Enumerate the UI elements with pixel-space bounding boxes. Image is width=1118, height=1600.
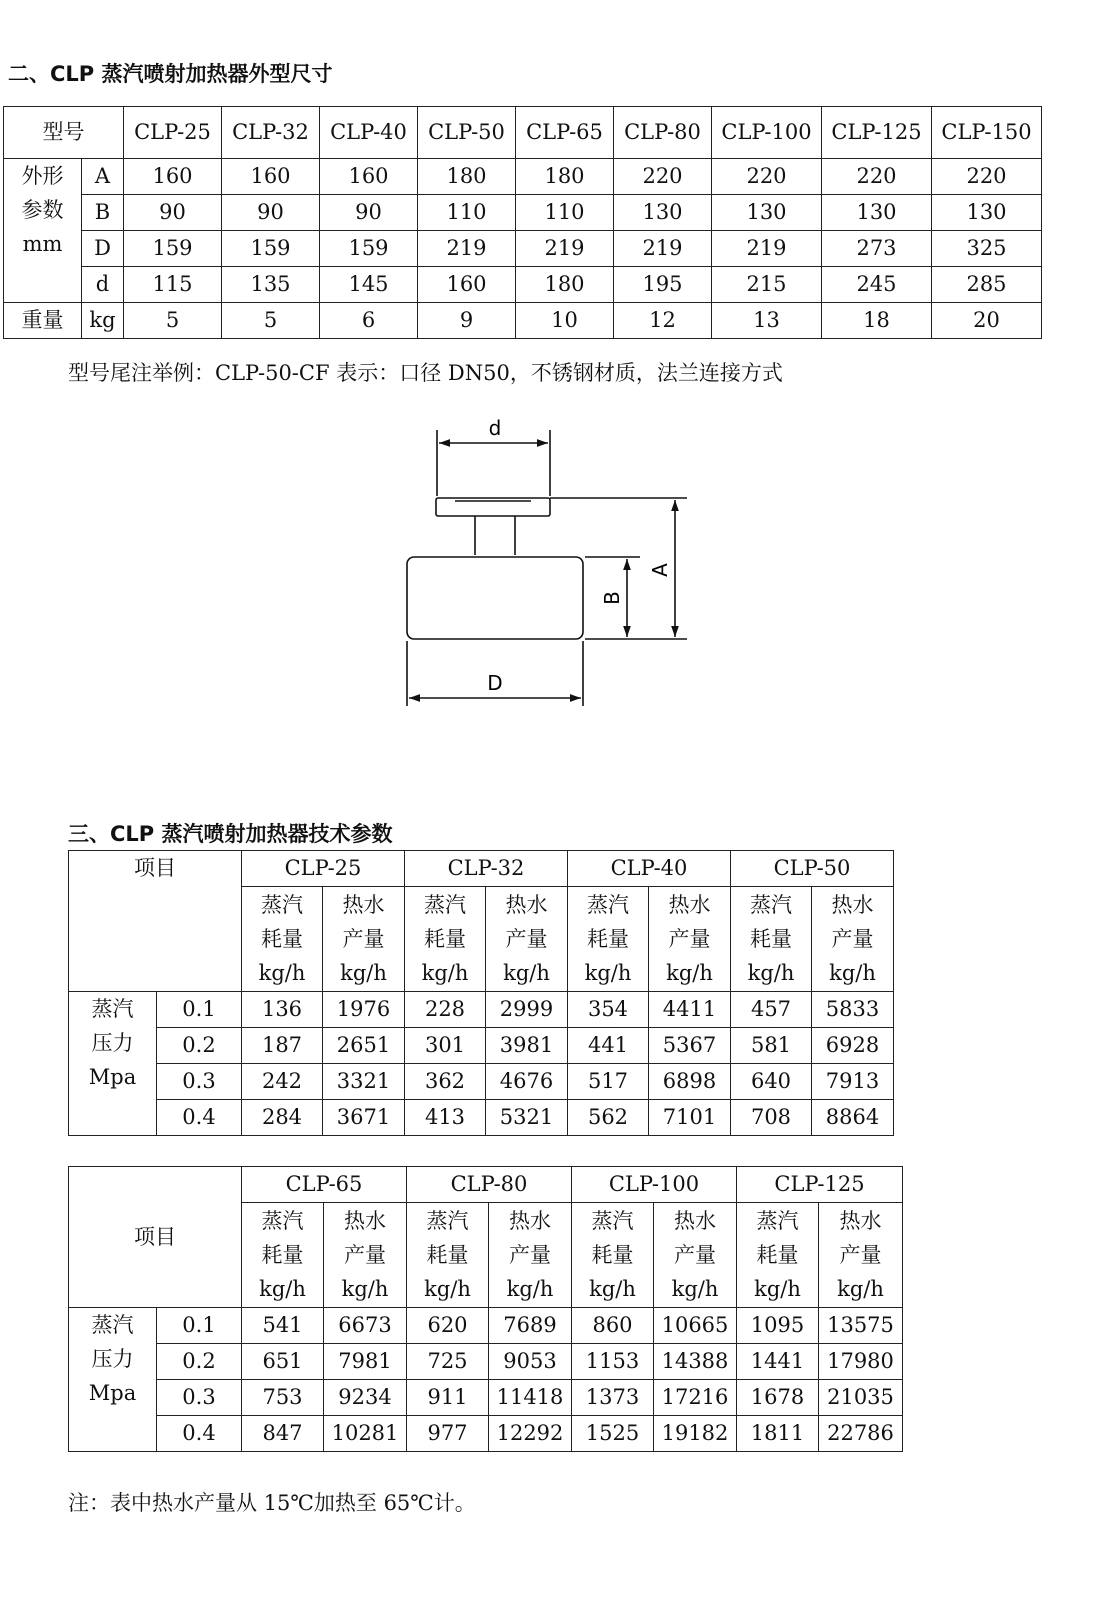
steam-consumption-header: 蒸汽 耗量 kg/h — [242, 887, 323, 992]
table-cell: 110 — [418, 195, 516, 231]
pressure-row — [69, 1028, 894, 1064]
table-cell: 12 — [614, 303, 712, 339]
model-header: CLP-125 — [737, 1167, 903, 1203]
steam-consumption-header: 蒸汽 耗量 kg/h — [568, 887, 649, 992]
dimensions-header-row — [4, 107, 1042, 159]
table-cell: 517 — [568, 1064, 649, 1100]
label-a: A — [648, 563, 672, 577]
table-cell: 159 — [320, 231, 418, 267]
model-header: CLP-80 — [407, 1167, 572, 1203]
table-cell: 110 — [516, 195, 614, 231]
table-cell: 130 — [712, 195, 822, 231]
table-cell: 145 — [320, 267, 418, 303]
model-header: CLP-25 — [242, 851, 405, 887]
model-header: CLP-80 — [614, 107, 712, 159]
table-cell: 362 — [405, 1064, 486, 1100]
model-header: CLP-40 — [320, 107, 418, 159]
table-cell: 13 — [712, 303, 822, 339]
table-cell: 7913 — [812, 1064, 894, 1100]
model-header: CLP-50 — [731, 851, 894, 887]
model-header-cell: 型号 — [4, 107, 124, 159]
table-cell: 1678 — [737, 1380, 819, 1416]
table-cell: 245 — [822, 267, 932, 303]
table-cell: 242 — [242, 1064, 323, 1100]
model-header: CLP-150 — [932, 107, 1042, 159]
dimensions-table — [3, 106, 1042, 339]
pressure-value: 0.3 — [157, 1064, 242, 1100]
hot-water-output-header: 热水 产量 kg/h — [812, 887, 894, 992]
table-cell: 17980 — [819, 1344, 903, 1380]
table-cell: 541 — [242, 1308, 324, 1344]
table-cell: 115 — [124, 267, 222, 303]
weight-row — [4, 303, 1042, 339]
param-label: d — [82, 267, 124, 303]
table-cell: 19182 — [654, 1416, 737, 1452]
table-cell: 651 — [242, 1344, 324, 1380]
table-cell: 6898 — [649, 1064, 731, 1100]
item-label: 项目 — [69, 851, 242, 992]
table-cell: 1525 — [572, 1416, 654, 1452]
table-cell: 90 — [124, 195, 222, 231]
table-cell: 135 — [222, 267, 320, 303]
hot-water-output-header: 热水 产量 kg/h — [654, 1203, 737, 1308]
label-big-d: D — [487, 671, 503, 695]
heater-dimension-diagram — [395, 410, 695, 710]
steam-pressure-label: 蒸汽 压力 Mpa — [69, 1308, 157, 1452]
table-cell: 219 — [516, 231, 614, 267]
table-cell: 1976 — [323, 992, 405, 1028]
table-cell: 160 — [320, 159, 418, 195]
table-cell: 9053 — [489, 1344, 572, 1380]
model-header: CLP-65 — [242, 1167, 407, 1203]
model-suffix-note: 型号尾注举例：CLP-50-CF 表示：口径 DN50，不锈钢材质，法兰连接方式 — [68, 361, 783, 385]
model-header: CLP-32 — [405, 851, 568, 887]
table-cell: 130 — [614, 195, 712, 231]
steam-consumption-header: 蒸汽 耗量 kg/h — [407, 1203, 489, 1308]
table-cell: 136 — [242, 992, 323, 1028]
table-cell: 228 — [405, 992, 486, 1028]
table-cell: 219 — [712, 231, 822, 267]
label-d: d — [488, 416, 502, 440]
model-header: CLP-65 — [516, 107, 614, 159]
table-cell: 18 — [822, 303, 932, 339]
table-cell: 17216 — [654, 1380, 737, 1416]
table-cell: 1441 — [737, 1344, 819, 1380]
table-cell: 215 — [712, 267, 822, 303]
table-cell: 3981 — [486, 1028, 568, 1064]
model-header: CLP-40 — [568, 851, 731, 887]
pressure-value: 0.4 — [157, 1416, 242, 1452]
table-cell: 9 — [418, 303, 516, 339]
table-cell: 620 — [407, 1308, 489, 1344]
pressure-value: 0.3 — [157, 1380, 242, 1416]
table-cell: 2999 — [486, 992, 568, 1028]
pressure-row — [69, 1064, 894, 1100]
table-cell: 725 — [407, 1344, 489, 1380]
table-cell: 220 — [822, 159, 932, 195]
steam-consumption-header: 蒸汽 耗量 kg/h — [737, 1203, 819, 1308]
table-cell: 6928 — [812, 1028, 894, 1064]
table-cell: 911 — [407, 1380, 489, 1416]
section-2-title: 二、CLP 蒸汽喷射加热器外型尺寸 — [8, 62, 333, 86]
table-cell: 1153 — [572, 1344, 654, 1380]
hot-water-output-header: 热水 产量 kg/h — [819, 1203, 903, 1308]
table-cell: 10281 — [324, 1416, 407, 1452]
table-cell: 5 — [124, 303, 222, 339]
param-label: A — [82, 159, 124, 195]
table-cell: 11418 — [489, 1380, 572, 1416]
table-cell: 708 — [731, 1100, 812, 1136]
table-cell: 5367 — [649, 1028, 731, 1064]
table-cell: 187 — [242, 1028, 323, 1064]
table-cell: 457 — [731, 992, 812, 1028]
pressure-value: 0.1 — [157, 1308, 242, 1344]
shape-params-label: 外形 参数 mm — [4, 159, 82, 303]
table-cell: 5321 — [486, 1100, 568, 1136]
pressure-value: 0.2 — [157, 1344, 242, 1380]
table-cell: 977 — [407, 1416, 489, 1452]
table-cell: 581 — [731, 1028, 812, 1064]
table-cell: 5 — [222, 303, 320, 339]
table-cell: 3671 — [323, 1100, 405, 1136]
table-cell: 90 — [222, 195, 320, 231]
table-cell: 6 — [320, 303, 418, 339]
table-cell: 130 — [932, 195, 1042, 231]
table-cell: 90 — [320, 195, 418, 231]
hot-water-output-header: 热水 产量 kg/h — [324, 1203, 407, 1308]
table-cell: 3321 — [323, 1064, 405, 1100]
table-cell: 195 — [614, 267, 712, 303]
table-cell: 1373 — [572, 1380, 654, 1416]
pressure-row — [69, 1380, 903, 1416]
table-cell: 160 — [124, 159, 222, 195]
table-cell: 159 — [124, 231, 222, 267]
table-cell: 180 — [516, 159, 614, 195]
model-header: CLP-125 — [822, 107, 932, 159]
model-header: CLP-32 — [222, 107, 320, 159]
table-cell: 13575 — [819, 1308, 903, 1344]
model-header: CLP-100 — [712, 107, 822, 159]
table-cell: 640 — [731, 1064, 812, 1100]
table-cell: 14388 — [654, 1344, 737, 1380]
pressure-row — [69, 1100, 894, 1136]
pressure-row — [69, 1344, 903, 1380]
table-cell: 273 — [822, 231, 932, 267]
table-cell: 220 — [614, 159, 712, 195]
table-cell: 301 — [405, 1028, 486, 1064]
table-cell: 12292 — [489, 1416, 572, 1452]
table-cell: 10665 — [654, 1308, 737, 1344]
table-cell: 160 — [222, 159, 320, 195]
table-cell: 7981 — [324, 1344, 407, 1380]
pressure-row — [69, 1308, 903, 1344]
pressure-row — [69, 1416, 903, 1452]
table-cell: 219 — [614, 231, 712, 267]
pressure-value: 0.2 — [157, 1028, 242, 1064]
tech-table-2-header-row — [69, 1167, 903, 1203]
table-cell: 562 — [568, 1100, 649, 1136]
hot-water-output-header: 热水 产量 kg/h — [486, 887, 568, 992]
hot-water-output-header: 热水 产量 kg/h — [489, 1203, 572, 1308]
dimension-row-a — [4, 159, 1042, 195]
table-cell: 441 — [568, 1028, 649, 1064]
table-cell: 325 — [932, 231, 1042, 267]
weight-label: 重量 — [4, 303, 82, 339]
table-cell: 220 — [932, 159, 1042, 195]
table-cell: 860 — [572, 1308, 654, 1344]
table-cell: 180 — [516, 267, 614, 303]
steam-consumption-header: 蒸汽 耗量 kg/h — [572, 1203, 654, 1308]
table-cell: 753 — [242, 1380, 324, 1416]
hot-water-output-header: 热水 产量 kg/h — [323, 887, 405, 992]
table-cell: 7101 — [649, 1100, 731, 1136]
table-cell: 847 — [242, 1416, 324, 1452]
table-cell: 6673 — [324, 1308, 407, 1344]
dimension-row-d-upper — [4, 231, 1042, 267]
table-cell: 180 — [418, 159, 516, 195]
table-cell: 5833 — [812, 992, 894, 1028]
table-cell: 130 — [822, 195, 932, 231]
table-cell: 159 — [222, 231, 320, 267]
param-label: B — [82, 195, 124, 231]
table-cell: 285 — [932, 267, 1042, 303]
table-cell: 4676 — [486, 1064, 568, 1100]
dimension-row-d-lower — [4, 267, 1042, 303]
table-cell: 10 — [516, 303, 614, 339]
section-3-title: 三、CLP 蒸汽喷射加热器技术参数 — [68, 822, 393, 846]
footnote: 注：表中热水产量从 15℃加热至 65℃计。 — [68, 1491, 476, 1515]
table-cell: 4411 — [649, 992, 731, 1028]
tech-table-2 — [68, 1166, 903, 1452]
pressure-row — [69, 992, 894, 1028]
steam-consumption-header: 蒸汽 耗量 kg/h — [731, 887, 812, 992]
model-header: CLP-100 — [572, 1167, 737, 1203]
steam-consumption-header: 蒸汽 耗量 kg/h — [242, 1203, 324, 1308]
table-cell: 284 — [242, 1100, 323, 1136]
tech-table-1-header-row — [69, 851, 894, 887]
steam-consumption-header: 蒸汽 耗量 kg/h — [405, 887, 486, 992]
model-header: CLP-50 — [418, 107, 516, 159]
table-cell: 2651 — [323, 1028, 405, 1064]
table-cell: 220 — [712, 159, 822, 195]
weight-unit: kg — [82, 303, 124, 339]
table-cell: 354 — [568, 992, 649, 1028]
heater-body-shape — [407, 557, 583, 639]
dimension-row-b — [4, 195, 1042, 231]
tech-table-1 — [68, 850, 894, 1136]
item-label: 项目 — [69, 1167, 242, 1308]
pressure-value: 0.1 — [157, 992, 242, 1028]
steam-pressure-label: 蒸汽 压力 Mpa — [69, 992, 157, 1136]
table-cell: 9234 — [324, 1380, 407, 1416]
table-cell: 7689 — [489, 1308, 572, 1344]
table-cell: 22786 — [819, 1416, 903, 1452]
table-cell: 413 — [405, 1100, 486, 1136]
param-label: D — [82, 231, 124, 267]
table-cell: 21035 — [819, 1380, 903, 1416]
hot-water-output-header: 热水 产量 kg/h — [649, 887, 731, 992]
table-cell: 219 — [418, 231, 516, 267]
table-cell: 1095 — [737, 1308, 819, 1344]
table-cell: 1811 — [737, 1416, 819, 1452]
pressure-value: 0.4 — [157, 1100, 242, 1136]
model-header: CLP-25 — [124, 107, 222, 159]
table-cell: 20 — [932, 303, 1042, 339]
label-b: B — [600, 591, 624, 605]
table-cell: 8864 — [812, 1100, 894, 1136]
table-cell: 160 — [418, 267, 516, 303]
